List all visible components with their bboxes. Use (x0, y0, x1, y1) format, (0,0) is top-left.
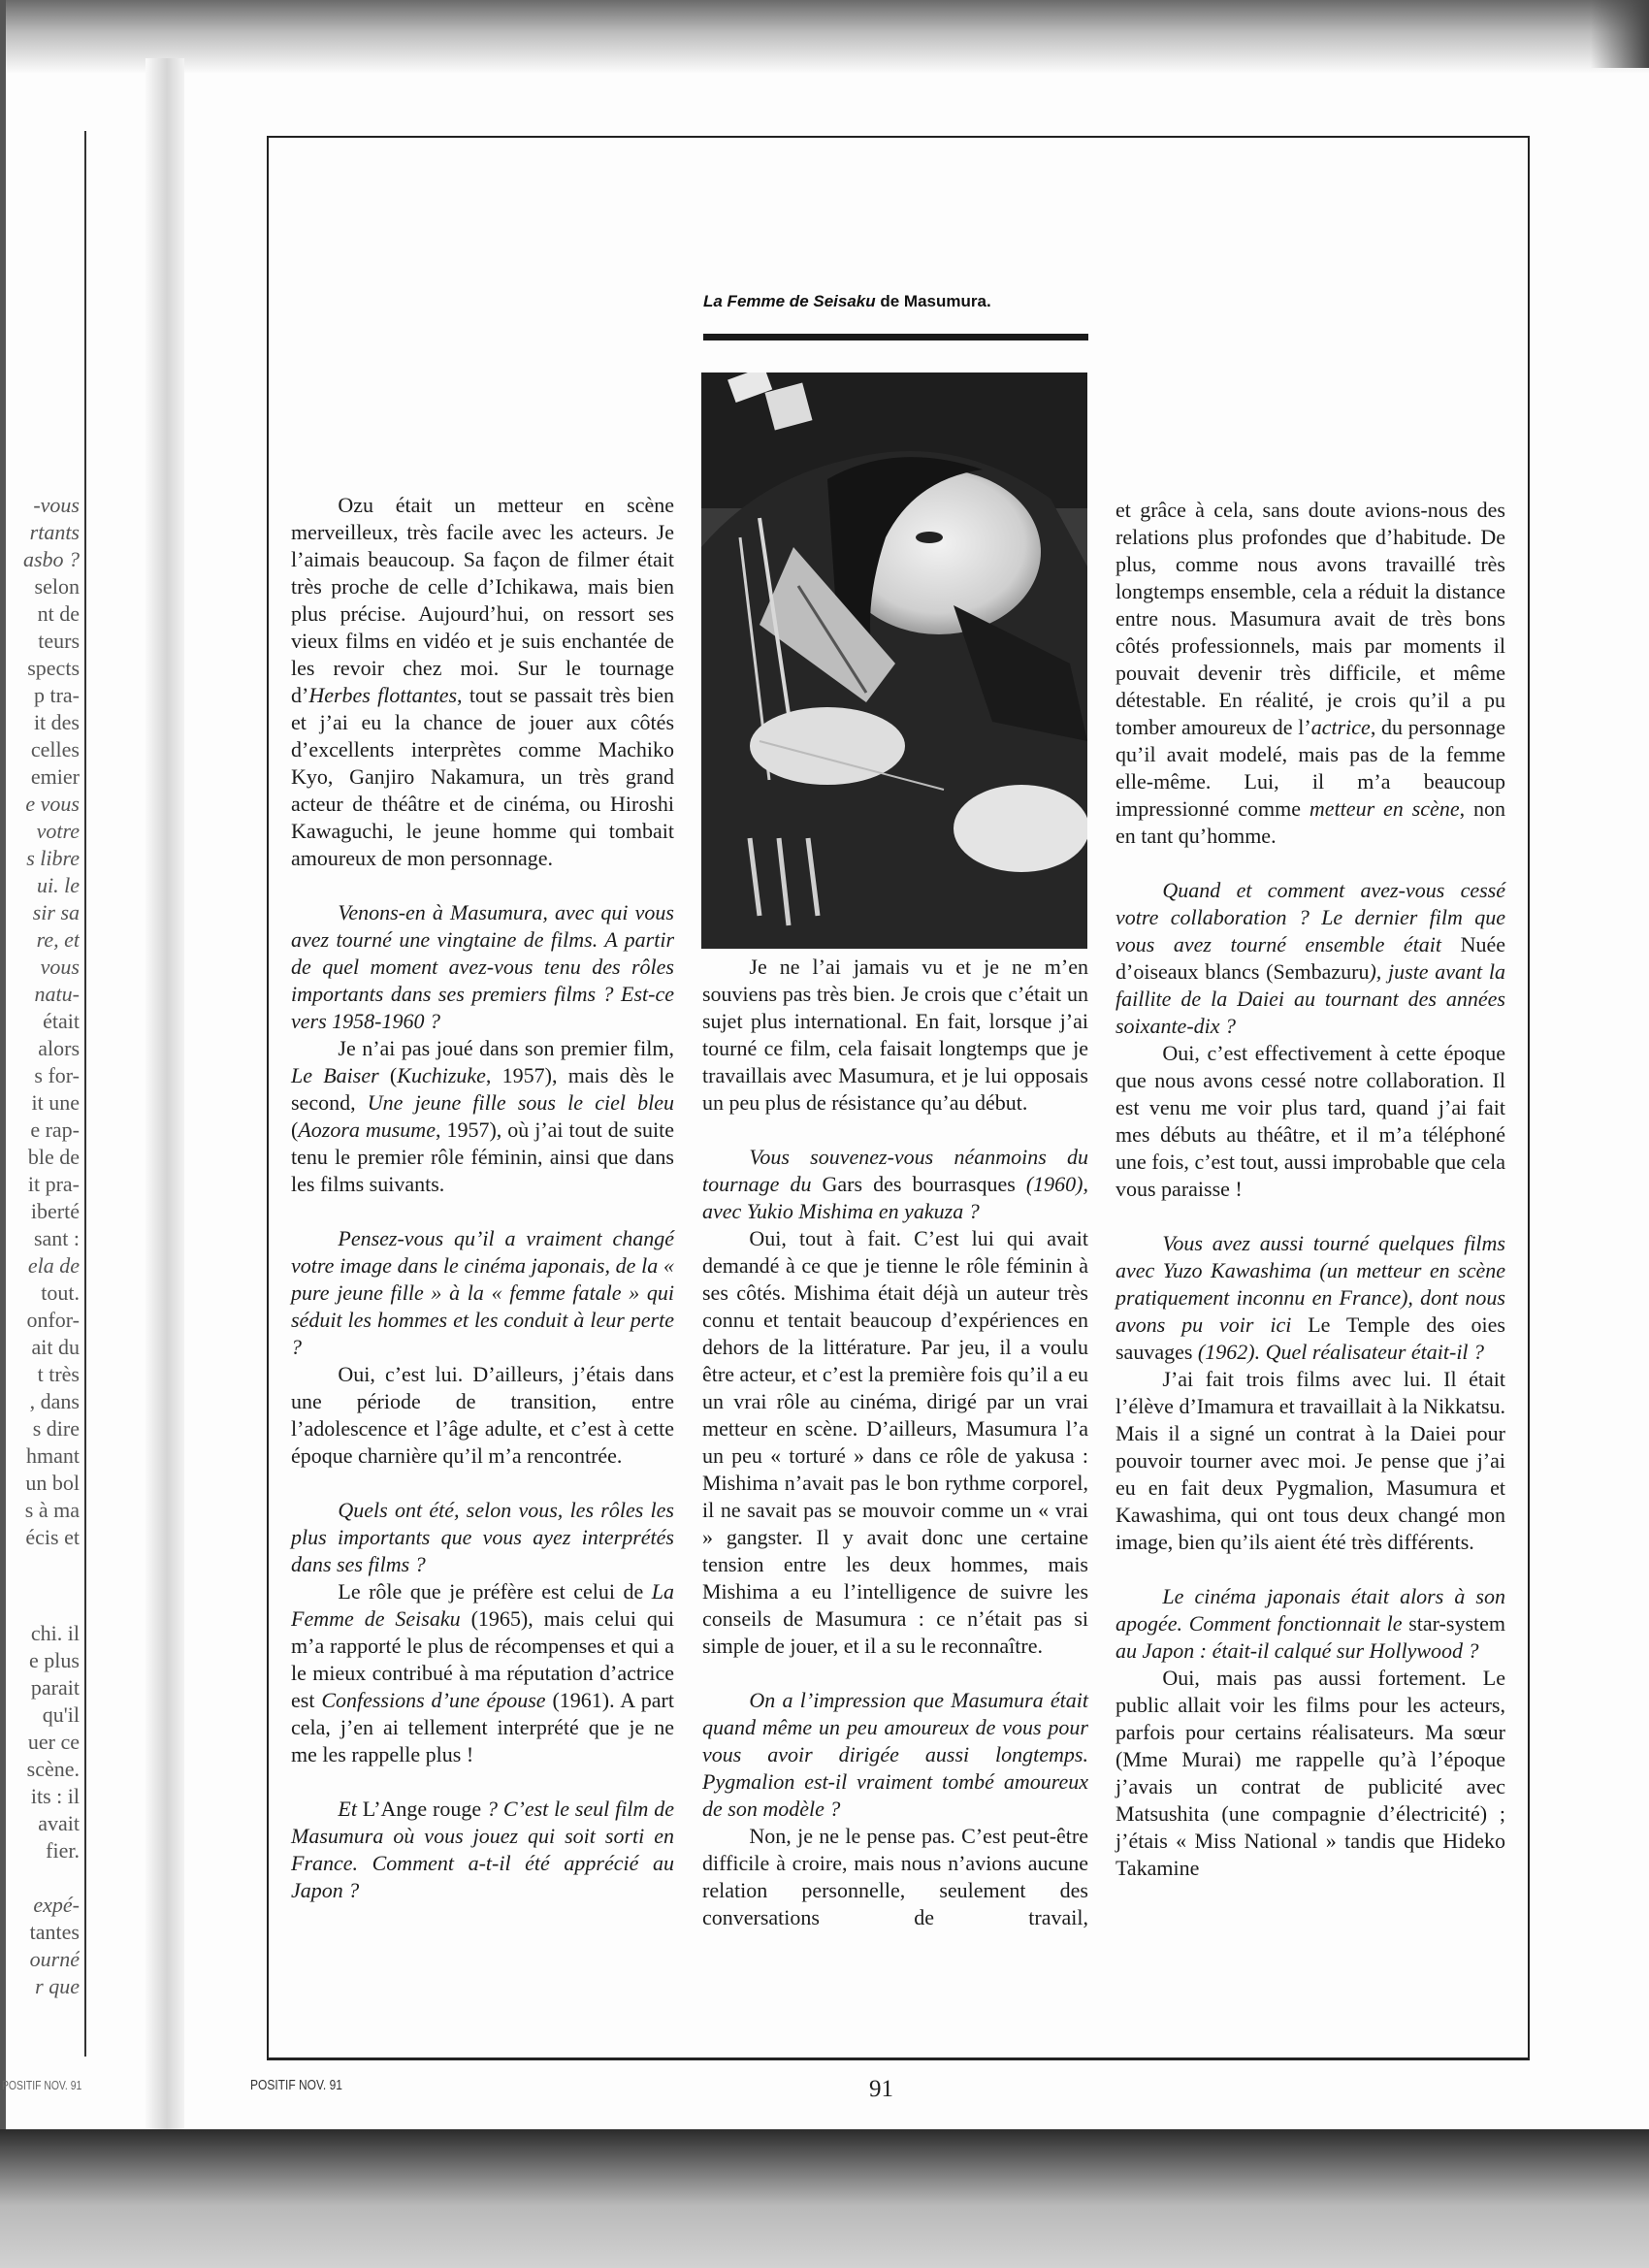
left-page-fragment-line: it pra- (27, 1172, 80, 1196)
italic-title: metteur en scène (1309, 796, 1460, 821)
left-page-fragment-line: ourné (29, 1947, 80, 1971)
left-page-fragment-line: était (43, 1009, 80, 1033)
caption-rule (703, 334, 1088, 340)
text-run: Quels ont été, selon vous, les rôles les plus importants que vous ayez interprétés dans ses films ? (291, 1498, 674, 1576)
left-page-fragment-line: emier (30, 764, 80, 789)
left-page-fragment-line: s dire (32, 1416, 80, 1441)
italic-title: Une jeune fille sous le ciel bleu (367, 1090, 675, 1115)
interview-answer (702, 1823, 1088, 1931)
left-page-fragment-line: tantes (29, 1920, 80, 1944)
interview-answer (1116, 497, 1505, 850)
interview-question (1116, 1230, 1505, 1366)
text-run: Oui, mais pas aussi fortement. Le public allait voir les films pour les acteurs, parfois pour certains réalisateurs. Ma sœur (Mme Murai) me rappelle qu’à l’époque j’avais un contrat de publicité avec Matsushita (une compagnie d’électricité) ; j’étais « Miss National » tandis que Hideko Takamine (1116, 1666, 1505, 1880)
article-column-3 (1116, 497, 1505, 1882)
left-page-fragment-line: t très (37, 1362, 80, 1386)
text-run: Je ne l’ai jamais vu et je ne m’en souviens pas très bien. Je crois que c’était un sujet plus international. En fait, lorsque j’ai tourné ce film, cela faisait longtemps que je travaillais avec Masumura, et je lui opposais un peu plus de résistance qu’au début. (702, 955, 1088, 1115)
left-page-footer: POSITIF NOV. 91 (2, 2078, 82, 2092)
text-run: On a l’impression que Masumura était quand même un peu amoureux de vous pour vous avoir dirigée aussi longtemps. Pygmalion est-il vraiment tombé amoureux de son modèle ? (702, 1688, 1088, 1821)
left-page-fragment-line: hmant (26, 1443, 80, 1468)
text-run: , du personnage qu’il avait modelé, mais pas de la femme elle-même. Lui, il m’a beaucoup impressionné comme (1116, 715, 1505, 821)
photo-caption (703, 292, 991, 311)
left-page-fragment-line: alors (38, 1036, 80, 1060)
text-run: Vous souvenez-vous néanmoins du tournage du (702, 1145, 1088, 1196)
interview-answer (702, 1225, 1088, 1660)
text-run: ), juste avant la faillite de la Daiei au tournant des années soixante-dix ? (1116, 959, 1505, 1038)
text-run: ( (291, 1118, 299, 1142)
italic-title: Confessions d’une épouse (321, 1688, 546, 1712)
text-run: et grâce à cela, sans doute avions-nous des relations plus profondes que d’habitude. De plus, comme nous avons travaillé très longtemps ensemble, cela a réduit la distance entre nous. Masumura avait de très bons côtés professionnels, mais par moments il pouvait devenir très difficile, et même détestable. En réalité, je crois qu’il a pu tomber amoureux de l’ (1116, 498, 1505, 739)
left-page-fragment-line: qu'il (42, 1702, 80, 1727)
text-run: , tout se passait très bien et j’ai eu la chance de jouer aux côtés d’excellents interprètes comme Machiko Kyo, Ganjiro Nakamura, un très grand acteur de théâtre et de cinéma, ou Hiroshi Kawaguchi, le jeune homme qui tombait amoureux de mon personnage. (291, 683, 674, 870)
text-run: , non en tant qu’homme. (1116, 796, 1506, 848)
interview-answer (291, 1035, 674, 1198)
left-page-fragment-line: onfor- (26, 1308, 80, 1332)
left-page-fragment-line: it des (33, 710, 80, 734)
text-run: Oui, tout à fait. C’est lui qui avait demandé à ce que je tienne le rôle féminin à ses côtés. Mishima était déjà un auteur très connu et tentait beaucoup d’expériences en dehors de la littérature. Par jeu, il a voulu être acteur, et c’est la première fois qu’il a eu un vrai rôle au cinéma, dirigé par un vrai metteur en scène. D’ailleurs, Masumura l’a un peu « torturé » dans ce rôle de yakusa : Mishima n’avait pas le bon rythme corporel, il ne savait pas se mouvoir comme un « vrai » gangster. Il y avait donc une certaine tension entre les deux hommes, mais Mishima a eu l’intelligence de suivre les conseils de Masumura : ce n’était pas si simple de jouer, et il a su le reconnaître. (702, 1226, 1088, 1658)
interview-question (291, 1497, 674, 1578)
left-page-fragment-line: r que (35, 1974, 80, 1998)
left-page-fragment-line: s for- (34, 1063, 80, 1087)
left-page-fragment-line: avait (38, 1811, 80, 1835)
left-page-frame-rule (84, 131, 86, 2057)
roman-title: star-system (1408, 1611, 1505, 1636)
scan-bottom-shadow (0, 2129, 1649, 2268)
interview-question (1116, 877, 1505, 1040)
interview-question (702, 1687, 1088, 1823)
text-run: ? C’est le seul film de Masumura où vous jouez qui soit sorti en France. Comment a-t-il été apprécié au Japon ? (291, 1797, 674, 1902)
text-run: Quand et comment avez-vous cessé votre collaboration ? Le dernier film que vous avez tourné ensemble était (1116, 878, 1505, 956)
left-page-fragment-line: p tra- (33, 683, 80, 707)
left-page-fragment-line: natu- (34, 982, 80, 1006)
interview-answer (702, 954, 1088, 1117)
left-page-fragment-line: sant : (33, 1226, 80, 1250)
left-page-fragment-line: e vous (25, 792, 80, 816)
interview-question (291, 1796, 674, 1904)
left-page-fragment-line: s à ma (24, 1498, 80, 1522)
left-page-fragment-line: tout. (41, 1280, 80, 1305)
left-page-fragment-line: ble de (27, 1145, 80, 1169)
text-run: Je n’ai pas joué dans son premier film, (338, 1036, 674, 1060)
left-page-fragment-line: s libre (26, 846, 80, 870)
interview-question (291, 899, 674, 1035)
left-page-fragment-line: expé- (33, 1893, 80, 1917)
text-run: , 1957), où j’ai tout de suite tenu le premier rôle féminin, ainsi que dans les films suivants. (291, 1118, 674, 1196)
left-page-fragment-line: teurs (38, 629, 80, 653)
text-run: Le cinéma japonais était alors à son apogée. Comment fonctionnait le (1116, 1584, 1505, 1636)
caption-film-title: La Femme de Seisaku (703, 292, 876, 310)
left-page-fragment-line: iberté (30, 1199, 80, 1223)
italic-title: Le Baiser (291, 1063, 379, 1087)
left-page-fragment-line: un bol (25, 1471, 80, 1495)
interview-question (702, 1144, 1088, 1225)
text-run: Vous avez aussi tourné quelques films avec Yuzo Kawashima (un metteur en scène pratiquement inconnu en France), dont nous avons pu voir ici (1116, 1231, 1505, 1337)
text-run: , 1957), mais dès le second, (291, 1063, 674, 1115)
article-column-2 (702, 954, 1088, 1931)
text-run: Oui, c’est effectivement à cette époque que nous avons cessé notre collaboration. Il est venu me voir plus tard, quand j’ai fait mes débuts au théâtre, et il m’a téléphoné une fois, c’est tout, aussi improbable que cela vous paraisse ! (1116, 1041, 1505, 1201)
text-run: Non, je ne le pense pas. C’est peut-être difficile à croire, mais nous n’avions aucune relation personnelle, seulement des conversations de travail, (702, 1824, 1088, 1929)
left-page-fragment-line: ela de (27, 1253, 80, 1278)
left-page-fragment-line: votre (36, 819, 80, 843)
left-page-fragment-line: it une (31, 1090, 80, 1115)
left-page-fragment-line: -vous (33, 493, 80, 517)
article-column-1 (291, 492, 674, 1904)
left-page-fragment-line: scène. (26, 1757, 80, 1781)
text-run: (1965), mais celui qui m’a rapporté le plus de récompenses et qui a le mieux contribué à ma réputation d’actrice est (291, 1606, 674, 1712)
text-run: Et (338, 1797, 363, 1821)
left-page-fragment-line: parait (30, 1675, 80, 1700)
left-page-text-fragments-bottom (0, 1620, 80, 2000)
left-page-fragment-line: ui. le (37, 873, 80, 897)
left-page-fragment-line: ait du (31, 1335, 80, 1359)
interview-question (1116, 1583, 1505, 1665)
left-page-fragment-line: re, et (36, 927, 80, 952)
interview-answer (291, 1361, 674, 1470)
text-run: Pensez-vous qu’il a vraiment changé votre image dans le cinéma japonais, de la « pure jeune fille » à la « femme fatale » qui séduit les hommes et les conduit à leur perte ? (291, 1226, 674, 1359)
scan-top-shadow (0, 0, 1649, 73)
left-page-fragment-line: its : il (30, 1784, 80, 1808)
text-run: (1962). Quel réalisateur était-il ? (1192, 1340, 1485, 1364)
interview-answer (291, 492, 674, 872)
interview-answer (1116, 1040, 1505, 1203)
left-page-fragment-line: uer ce (27, 1730, 80, 1754)
italic-title: Kuchizuke (397, 1063, 486, 1087)
film-still-photo (701, 373, 1087, 949)
left-page-fragment-line: chi. il (30, 1621, 80, 1645)
left-page-fragment-line: nt de (37, 601, 80, 626)
left-page-fragment-line: écis et (25, 1525, 80, 1549)
text-run: Oui, c’est lui. D’ailleurs, j’étais dans une période de transition, entre l’adolescence et l’âge adulte, et c’est à cette époque charnière qu’il m’a rencontrée. (291, 1362, 674, 1468)
interview-answer (1116, 1366, 1505, 1556)
left-page-fragment-line: fier. (46, 1838, 80, 1863)
left-page-fragment-line: vous (40, 955, 80, 979)
italic-title: Herbes flottantes (308, 683, 458, 707)
left-page-fragment-line: asbo ? (22, 547, 80, 571)
left-page-fragment-line: e rap- (30, 1118, 80, 1142)
text-run: J’ai fait trois films avec lui. Il était l’élève d’Imamura et travaillait à la Nikkatsu. Mais il a signé un contrat à la Daiei pour pouvoir tourner avec moi. Je pense que j’ai eu en fait deux Pygmalion, Masumura et Kawashima, qui ont tous deux changé mon image, bien qu’ils aient été très différents. (1116, 1367, 1505, 1554)
text-run: Venons-en à Masumura, avec qui vous avez tourné une vingtaine de films. A partir de quel moment avez-vous tenu des rôles importants dans ses premiers films ? Est-ce vers 1958-1960 ? (291, 900, 674, 1033)
left-page-fragment-line: selon (34, 574, 80, 599)
left-page-fragment-line: e plus (29, 1648, 80, 1672)
left-page-fragment-line (0, 1864, 80, 1892)
roman-title: Gars des bourrasques (822, 1172, 1016, 1196)
caption-rest: de Masumura. (875, 292, 991, 310)
left-page-fragment-line: , dans (29, 1389, 80, 1413)
roman-title: Nuée d’oiseaux blancs (Sembazuru (1116, 932, 1505, 984)
left-page-text-fragments-top (0, 492, 80, 1551)
interview-answer (291, 1578, 674, 1768)
italic-title: Aozora musume (298, 1118, 436, 1142)
book-gutter-shadow (146, 58, 184, 2134)
magazine-footer: POSITIF NOV. 91 (250, 2077, 342, 2093)
left-page-fragment-line: spects (27, 656, 80, 680)
page-number: 91 (869, 2076, 893, 2102)
text-run: Le rôle que je préfère est celui de (338, 1579, 652, 1604)
text-run: au Japon : était-il calqué sur Hollywood ? (1116, 1638, 1479, 1663)
roman-title: L’Ange rouge (362, 1797, 482, 1821)
scan-corner-shadow (1591, 0, 1649, 68)
left-page-fragment-line: sir sa (32, 900, 80, 924)
left-page-fragment-line: celles (30, 737, 80, 761)
text-run: ( (378, 1063, 398, 1087)
interview-question (291, 1225, 674, 1361)
interview-answer (1116, 1665, 1505, 1882)
text-run: (1960), avec Yukio Mishima en yakuza ? (702, 1172, 1088, 1223)
italic-title: La Femme de Seisaku (291, 1579, 674, 1631)
text-run: (1961). A part cela, j’en ai tellement interprété que je ne me les rappelle plus ! (291, 1688, 674, 1766)
roman-title: Le Temple des oies sauvages (1116, 1312, 1505, 1364)
text-run: Ozu était un metteur en scène merveilleux, très facile avec les acteurs. Je l’aimais beaucoup. Sa façon de filmer était très proche de celle d’Ichikawa, mais bien plus précise. Aujourd’hui, on ressort ses vieux films en vidéo et je suis enchantée de les revoir chez moi. Sur le tournage d’ (291, 493, 674, 707)
left-page-fragment-line: rtants (29, 520, 80, 544)
italic-title: actrice (1310, 715, 1371, 739)
